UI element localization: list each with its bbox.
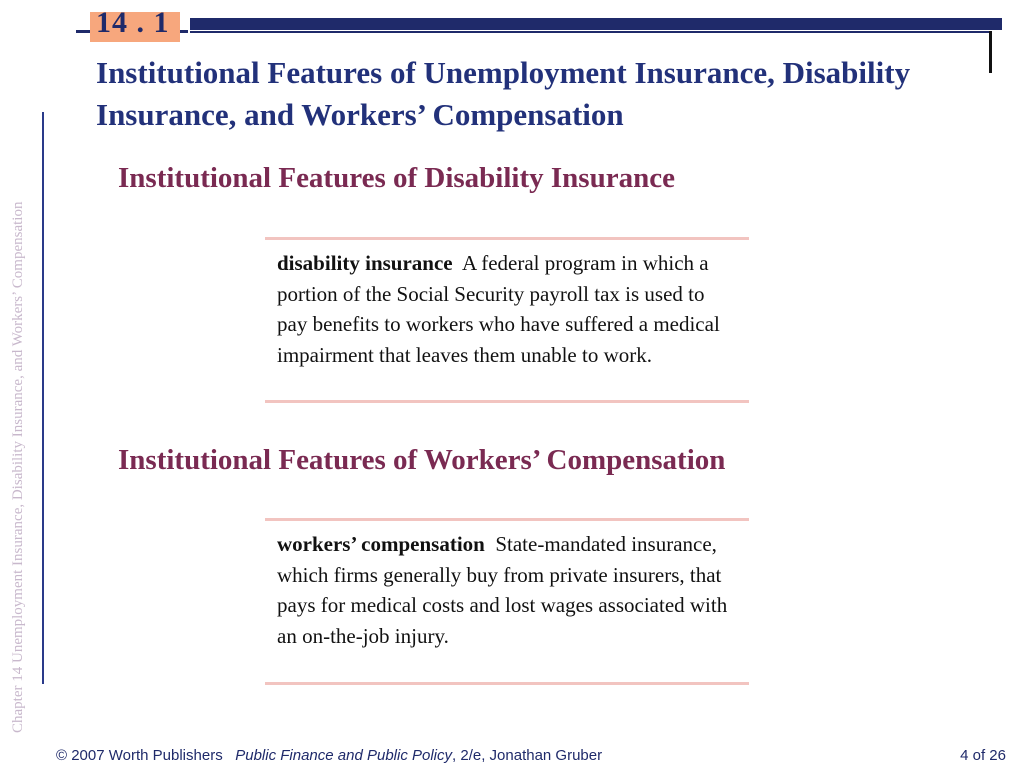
vertical-rule [42,112,44,684]
chapter-caption: Chapter 14 Unemployment Insurance, Disability Insurance, and Workers’ Compensation [10,201,26,733]
footer-book-rest: , 2/e, Jonathan Gruber [452,747,603,764]
top-rule-thin [190,31,990,33]
top-rule-vertical [989,31,992,73]
page-title: Institutional Features of Unemployment Insurance, Disability Insurance, and Workers’ Compensation [96,55,911,132]
definition-text: A federal program in which a portion of the Social Security payroll tax is used to pay benefits to workers who have suffered a medical impairment that leaves them unable to work. [277,251,720,367]
definition-term: workers’ compensation [277,532,485,556]
page-indicator: 4 of 26 [960,747,1006,764]
footer-left [56,747,602,764]
definition-box-disability [265,237,749,403]
definition-text: State-mandated insurance, which firms generally buy from private insurers, that pays for medical costs and lost wages associated with an on-the-job injury. [277,532,728,648]
top-rule-mid [180,30,188,33]
section-number: 14 . 1 [96,6,170,39]
definition-term: disability insurance [277,251,453,275]
subheading-workers-comp: Institutional Features of Workers’ Compensation [118,444,726,476]
top-rule-left [76,30,90,33]
footer-copyright: © 2007 Worth Publishers [56,747,223,764]
top-rule-bar [190,18,1002,30]
subheading-disability: Institutional Features of Disability Insurance [118,162,675,194]
footer-book-title: Public Finance and Public Policy [235,747,453,764]
definition-box-workers-comp [265,518,749,685]
